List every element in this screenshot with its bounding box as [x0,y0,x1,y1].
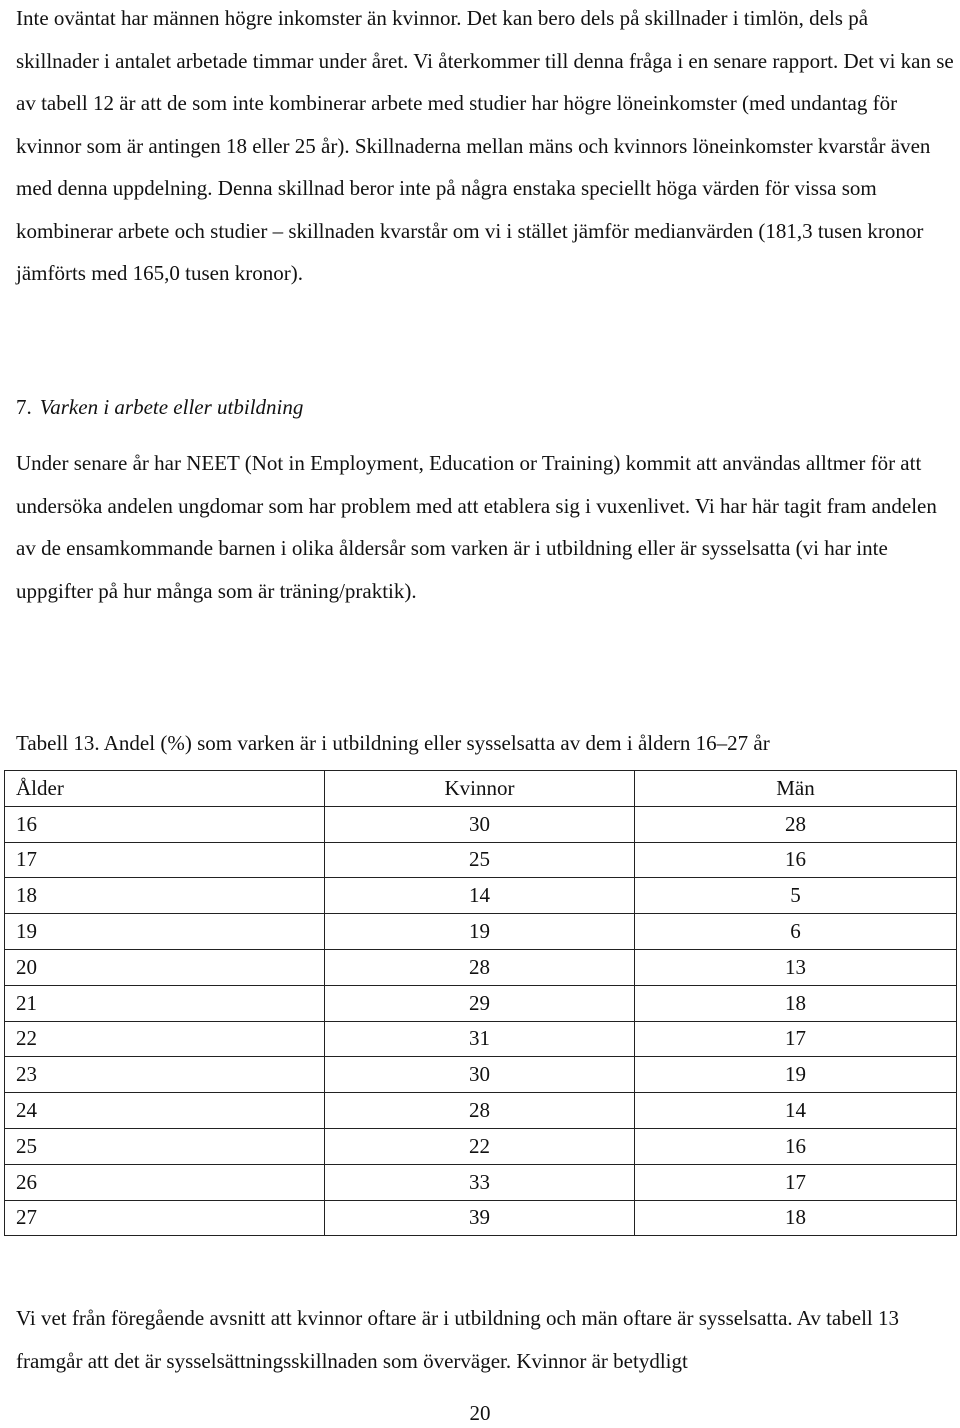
cell-women: 31 [325,1021,635,1057]
table-body [5,806,957,1236]
neet-table [4,770,957,1236]
cell-women: 28 [325,949,635,985]
cell-age: 25 [5,1128,325,1164]
cell-age: 24 [5,1093,325,1129]
cell-women: 29 [325,985,635,1021]
table-caption: Tabell 13. Andel (%) som varken är i utbildning eller sysselsatta av dem i åldern 16–27 år [16,731,770,755]
cell-age: 23 [5,1057,325,1093]
table-row [5,806,957,842]
cell-age: 18 [5,878,325,914]
table-row [5,985,957,1021]
table-row [5,1093,957,1129]
body-paragraph-neet: Under senare år har NEET (Not in Employment, Education or Training) kommit att användas alltmer för att undersöka andelen ungdomar som har problem med att etablera sig i vuxenlivet. Vi har här tagit fram andelen av de ensamkommande barnen i olika åldersår som varken är i utbildning eller är sysselsatta (vi har inte uppgifter på hur många som är träning/praktik). [16,451,937,603]
table-row [5,914,957,950]
table-row [5,842,957,878]
cell-men: 17 [634,1164,956,1200]
table-row [5,1200,957,1236]
cell-men: 18 [634,1200,956,1236]
cell-age: 22 [5,1021,325,1057]
cell-men: 17 [634,1021,956,1057]
cell-age: 21 [5,985,325,1021]
cell-men: 6 [634,914,956,950]
cell-women: 30 [325,806,635,842]
cell-women: 25 [325,842,635,878]
table-row [5,1164,957,1200]
section-heading [16,386,303,428]
cell-women: 19 [325,914,635,950]
cell-men: 16 [634,1128,956,1164]
cell-age: 16 [5,806,325,842]
section-number: 7. [16,395,32,419]
table-row [5,1057,957,1093]
table-row [5,878,957,914]
cell-age: 20 [5,949,325,985]
page-number: 20 [469,1401,491,1425]
cell-age: 26 [5,1164,325,1200]
cell-men: 14 [634,1093,956,1129]
cell-men: 28 [634,806,956,842]
cell-women: 28 [325,1093,635,1129]
cell-women: 30 [325,1057,635,1093]
section-title: Varken i arbete eller utbildning [39,395,304,419]
cell-age: 19 [5,914,325,950]
header-age: Ålder [5,771,325,807]
cell-men: 16 [634,842,956,878]
body-paragraph-conclusion: Vi vet från föregående avsnitt att kvinnor oftare är i utbildning och män oftare är sysselsatta. Av tabell 13 framgår att det är sysselsättningsskillnaden som överväger. Kvinnor är betydligt [16,1306,899,1373]
body-paragraph-income: Inte oväntat har männen högre inkomster än kvinnor. Det kan bero dels på skillnader i timlön, dels på skillnader i antalet arbetade timmar under året. Vi återkommer till denna fråga i en senare rapport. Det vi kan se av tabell 12 är att de som inte kombinerar arbete med studier har högre löneinkomster (med undantag för kvinnor som är antingen 18 eller 25 år). Skillnaderna mellan mäns och kvinnors löneinkomster kvarstår även med denna uppdelning. Denna skillnad beror inte på några enstaka speciellt höga värden för vissa som kombinerar arbete och studier – skillnaden kvarstår om vi i stället jämför medianvärden (181,3 tusen kronor jämförts med 165,0 tusen kronor). [16,6,954,285]
header-men: Män [634,771,956,807]
cell-men: 5 [634,878,956,914]
header-women: Kvinnor [325,771,635,807]
cell-men: 18 [634,985,956,1021]
cell-men: 13 [634,949,956,985]
table-row [5,1021,957,1057]
cell-age: 27 [5,1200,325,1236]
cell-women: 22 [325,1128,635,1164]
table-row [5,949,957,985]
cell-women: 39 [325,1200,635,1236]
cell-age: 17 [5,842,325,878]
cell-men: 19 [634,1057,956,1093]
table-row [5,1128,957,1164]
cell-women: 14 [325,878,635,914]
table-header-row [5,771,957,807]
cell-women: 33 [325,1164,635,1200]
